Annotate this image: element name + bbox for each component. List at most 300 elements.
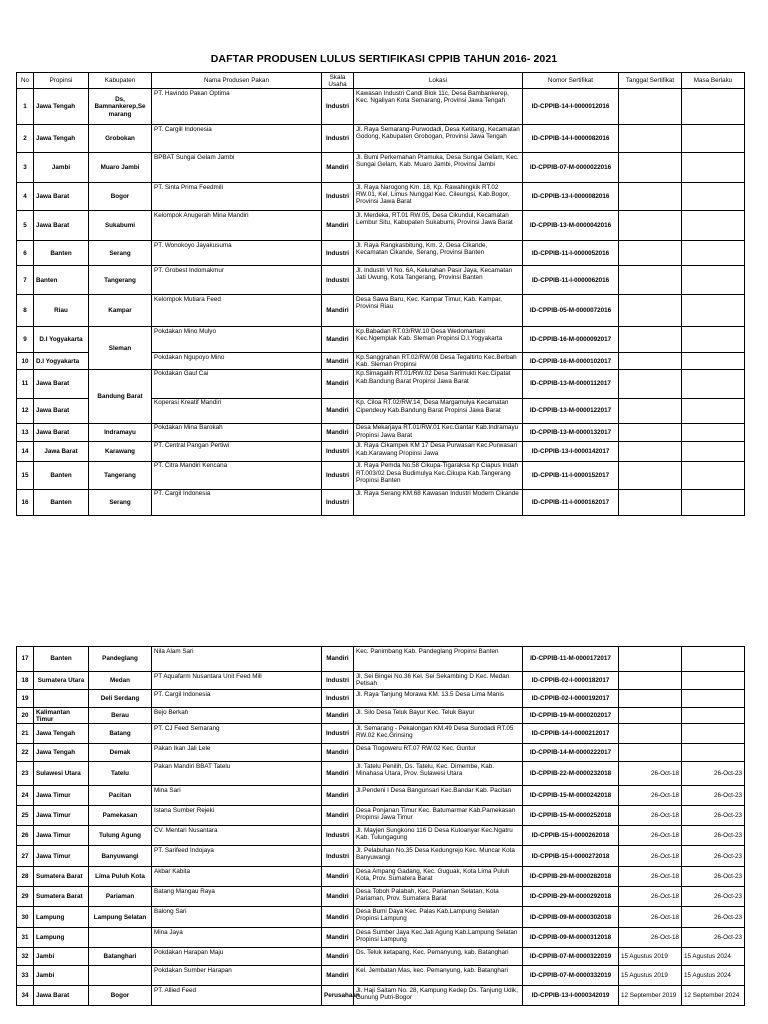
cell-kabupaten: Pariaman xyxy=(89,887,152,907)
cell-no: 7 xyxy=(17,266,34,295)
cell-skala-usaha: Industri xyxy=(322,826,354,846)
cell-no: 29 xyxy=(17,887,34,907)
cell-no: 6 xyxy=(17,241,34,266)
cell-propinsi: Jawa Barat xyxy=(34,423,89,441)
cell-kabupaten: Bogor xyxy=(89,183,152,211)
cell-skala-usaha: Industri xyxy=(322,461,354,489)
cell-propinsi: D.I Yogyakarta xyxy=(34,353,89,369)
table-row xyxy=(17,241,745,266)
table-row xyxy=(17,461,745,489)
cell-nama-produsen: Nila Alam Sari xyxy=(152,647,322,672)
cell-propinsi: Lampung xyxy=(34,928,89,948)
cell-nomor-sertifikat: ID-CPPIB-13-M-0000132017 xyxy=(523,423,619,441)
cell-lokasi: Desa Ponjanan Timur Kec. Batumarmar Kab.Pamekasan Propinsi Jawa Timur xyxy=(354,806,523,826)
table-row xyxy=(17,806,745,826)
cell-skala-usaha: Mandiri xyxy=(322,423,354,441)
cell-nama-produsen: Istana Sumber Rejeki xyxy=(152,806,322,826)
table-row xyxy=(17,928,745,948)
cell-lokasi: Desa Toboh Palabah, Kec. Pariaman Selatan, Kota Pariaman, Prov. Sumatera Barat xyxy=(354,887,523,907)
header-kabupaten: Kabupaten xyxy=(89,73,152,89)
cell-kabupaten: Batang xyxy=(89,724,152,744)
cell-tanggal: 26-Oct-18 xyxy=(619,762,682,786)
cell-masa-berlaku: 15 Agustus 2024 xyxy=(682,948,745,966)
cell-masa-berlaku: 26-Oct-23 xyxy=(682,846,745,867)
cell-nama-produsen: Pakan Ikan Jali Lele xyxy=(152,744,322,762)
cell-masa-berlaku xyxy=(682,744,745,762)
cell-nomor-sertifikat: ID-CPPIB-11-I-0000152017 xyxy=(523,461,619,489)
cell-masa-berlaku xyxy=(682,266,745,295)
cell-propinsi xyxy=(34,690,89,708)
cell-lokasi: Kel. Jembatan Mas, kec. Pemanyung, kab. Batanghari xyxy=(354,966,523,986)
cell-skala-usaha: Mandiri xyxy=(322,806,354,826)
cell-kabupaten: Grobokan xyxy=(89,125,152,153)
cell-nama-produsen: PT. Grobest Indomakmur xyxy=(152,266,322,295)
cell-skala-usaha: Industri xyxy=(322,266,354,295)
cell-masa-berlaku xyxy=(682,295,745,327)
table-row xyxy=(17,266,745,295)
cell-nomor-sertifikat: ID-CPPIB-14-I-0000082016 xyxy=(523,125,619,153)
cell-lokasi: Jl. Raya Cikampek KM 17 Desa Purwasari Kec.Purwasari Kab.Karawang Propinsi Jawa xyxy=(354,441,523,461)
cell-lokasi: Kawasan Industri Candi Blok 11c, Desa Bambankerep, Kec. Ngaliyan Kota Semarang, Provinsi Jawa Tengah xyxy=(354,89,523,125)
cell-skala-usaha: Mandiri xyxy=(322,327,354,353)
cell-tanggal xyxy=(619,353,682,369)
table-row xyxy=(17,441,745,461)
cell-masa-berlaku xyxy=(682,708,745,724)
cell-kabupaten xyxy=(89,966,152,986)
cell-nama-produsen: Pakan Mandiri BBAT Tatelu xyxy=(152,762,322,786)
cell-nama-produsen: Akbar Kabita xyxy=(152,867,322,887)
cell-masa-berlaku: 15 Agustus 2024 xyxy=(682,966,745,986)
cell-nomor-sertifikat: ID-CPPIB-22-M-0000232018 xyxy=(523,762,619,786)
cell-nomor-sertifikat: ID-CPPIB-13-M-0000122017 xyxy=(523,398,619,423)
cell-tanggal: 26-Oct-18 xyxy=(619,887,682,907)
cell-nomor-sertifikat: ID-CPPIB-15-I-0000272018 xyxy=(523,846,619,867)
cell-nama-produsen: Pokdakan Gaul Cai xyxy=(152,369,322,398)
cell-tanggal: 26-Oct-18 xyxy=(619,786,682,806)
cell-tanggal: 15 Agustus 2019 xyxy=(619,966,682,986)
cell-kabupaten: Tangerang xyxy=(89,266,152,295)
cell-masa-berlaku: 26-Oct-23 xyxy=(682,786,745,806)
cell-lokasi: Desa Tlogoweru RT.07 RW.02 Kec. Guntur xyxy=(354,744,523,762)
cell-lokasi: Jl. Raya Semarang-Purwodadi, Desa Ketitang, Kecamatan Godong, Kabupaten Grobogan, Provinsi Jawa Tengah xyxy=(354,125,523,153)
cell-kabupaten: Deli Serdang xyxy=(89,690,152,708)
table-body-page-2 xyxy=(17,647,745,1006)
cell-tanggal xyxy=(619,398,682,423)
cell-nomor-sertifikat: ID-CPPIB-15-M-0000242018 xyxy=(523,786,619,806)
table-row xyxy=(17,672,745,690)
cell-kabupaten: Tulung Agung xyxy=(89,826,152,846)
cell-no: 20 xyxy=(17,708,34,724)
cell-masa-berlaku: 26-Oct-23 xyxy=(682,826,745,846)
cell-tanggal xyxy=(619,672,682,690)
cell-masa-berlaku xyxy=(682,125,745,153)
cell-no: 13 xyxy=(17,423,34,441)
cell-skala-usaha: Mandiri xyxy=(322,928,354,948)
cell-masa-berlaku xyxy=(682,398,745,423)
table-row xyxy=(17,907,745,928)
cell-no: 11 xyxy=(17,369,34,398)
cell-tanggal: 26-Oct-18 xyxy=(619,826,682,846)
table-row xyxy=(17,369,745,398)
cell-nama-produsen: Balong Sari xyxy=(152,907,322,928)
cell-lokasi: Jl. Tatelu Penilih, Ds. Tatelu, Kec. Dimembe, Kab. Minahasa Utara, Prov. Sulawesi Utara xyxy=(354,762,523,786)
cell-propinsi: Riau xyxy=(34,295,89,327)
cell-propinsi: Sumatera Barat xyxy=(34,887,89,907)
cell-nama-produsen: PT. Cargil Indonesia xyxy=(152,690,322,708)
cell-masa-berlaku: 26-Oct-23 xyxy=(682,887,745,907)
cell-nama-produsen: PT. Cargil Indonesia xyxy=(152,489,322,515)
cell-skala-usaha: Mandiri xyxy=(322,948,354,966)
cell-tanggal xyxy=(619,441,682,461)
cell-lokasi: Kec. Panimbang Kab. Pandeglang Propinsi Banten xyxy=(354,647,523,672)
cell-nomor-sertifikat: ID-CPPIB-16-M-0000102017 xyxy=(523,353,619,369)
cell-nama-produsen: PT. Havindo Pakan Optima xyxy=(152,89,322,125)
cell-no: 30 xyxy=(17,907,34,928)
table-row xyxy=(17,489,745,515)
cell-kabupaten: Demak xyxy=(89,744,152,762)
cell-no: 24 xyxy=(17,786,34,806)
cell-nama-produsen: Pokdakan Ngupoyo Mino xyxy=(152,353,322,369)
cell-kabupaten: Medan xyxy=(89,672,152,690)
cell-kabupaten: Tangerang xyxy=(89,461,152,489)
table-body-page-1 xyxy=(17,89,745,515)
cell-no: 2 xyxy=(17,125,34,153)
cell-masa-berlaku xyxy=(682,89,745,125)
cell-nama-produsen: PT. Sarifeed Indojaya xyxy=(152,846,322,867)
cell-lokasi: Jl. Bumi Perkemahan Pramuka, Desa Sungai Gelam, Kec. Sungai Gelam, Kab. Muaro Jambi, Provinsi Jambi xyxy=(354,153,523,183)
table-row xyxy=(17,295,745,327)
cell-tanggal xyxy=(619,266,682,295)
cell-no: 14 xyxy=(17,441,34,461)
table-row xyxy=(17,762,745,786)
cell-skala-usaha: Industri xyxy=(322,724,354,744)
cell-masa-berlaku xyxy=(682,211,745,241)
table-row xyxy=(17,846,745,867)
cell-masa-berlaku: 26-Oct-23 xyxy=(682,907,745,928)
header-no: No xyxy=(17,73,34,89)
cell-skala-usaha: Mandiri xyxy=(322,887,354,907)
cell-skala-usaha: Mandiri xyxy=(322,295,354,327)
cell-skala-usaha: Industri xyxy=(322,125,354,153)
cell-kabupaten: Sleman xyxy=(89,327,152,369)
cell-lokasi: Desa Mekarjaya RT.01/RW.01 Kec.Gantar Kab.Indramayu Propinsi Jawa Barat xyxy=(354,423,523,441)
header-lokasi: Lokasi xyxy=(354,73,523,89)
cell-skala-usaha: Mandiri xyxy=(322,867,354,887)
cell-lokasi: Kp.Simagalih RT.01/RW.02 Desa Sarimukti Kec.Cipatat Kab.Bandung Barat Propinsi Jawa Barat xyxy=(354,369,523,398)
cell-masa-berlaku: 26-Oct-23 xyxy=(682,762,745,786)
cell-kabupaten: Pamekasan xyxy=(89,806,152,826)
cell-propinsi: Lampung xyxy=(34,907,89,928)
cell-kabupaten: Serang xyxy=(89,241,152,266)
cell-no: 18 xyxy=(17,672,34,690)
cell-kabupaten: Berau xyxy=(89,708,152,724)
cell-nomor-sertifikat: ID-CPPIB-07-M-0000022016 xyxy=(523,153,619,183)
table-row xyxy=(17,724,745,744)
cell-tanggal xyxy=(619,125,682,153)
cell-nomor-sertifikat: ID-CPPIB-09-M-0000312018 xyxy=(523,928,619,948)
cell-no: 28 xyxy=(17,867,34,887)
cell-nama-produsen: PT. Cargill Indonesia xyxy=(152,125,322,153)
cell-no: 17 xyxy=(17,647,34,672)
cell-nama-produsen: Mina Jaya xyxy=(152,928,322,948)
cell-nomor-sertifikat: ID-CPPIB-13-M-0000042016 xyxy=(523,211,619,241)
cell-propinsi: Banten xyxy=(34,647,89,672)
cell-no: 25 xyxy=(17,806,34,826)
cell-nomor-sertifikat: ID-CPPIB-29-M-0000282018 xyxy=(523,867,619,887)
header-skala: Skala Usaha xyxy=(322,73,354,89)
header-row xyxy=(17,73,745,89)
cell-nama-produsen: Pokdakan Harapan Maju xyxy=(152,948,322,966)
cell-skala-usaha: Industri xyxy=(322,846,354,867)
cell-skala-usaha: Mandiri xyxy=(322,907,354,928)
cell-propinsi: Banten xyxy=(34,489,89,515)
cell-nomor-sertifikat: ID-CPPIB-11-I-0000062016 xyxy=(523,266,619,295)
cell-nama-produsen: BPBAT Sungai Gelam Jambi xyxy=(152,153,322,183)
cell-nomor-sertifikat: ID-CPPIB-02-I-0000192017 xyxy=(523,690,619,708)
cell-nomor-sertifikat: ID-CPPIB-13-M-0000112017 xyxy=(523,369,619,398)
cell-kabupaten: Batanghari xyxy=(89,948,152,966)
cell-no: 31 xyxy=(17,928,34,948)
cell-propinsi: Jawa Barat xyxy=(34,441,89,461)
cell-kabupaten: Sukabumi xyxy=(89,211,152,241)
cell-nama-produsen: Koperasi Kreatif Mandiri xyxy=(152,398,322,423)
cell-lokasi: Kp. Ciloa RT.02/RW.14, Desa Margamulya Kecamatan Cipendeuy Kab.Bandung Barat Propinsi Jawa Barat xyxy=(354,398,523,423)
cell-lokasi: Desa Sumber Jaya Kec.Jati Agung Kab.Lampung Selatan Propinsi Lampung xyxy=(354,928,523,948)
cell-kabupaten: Banyuwangi xyxy=(89,846,152,867)
cell-tanggal xyxy=(619,708,682,724)
cell-no: 23 xyxy=(17,762,34,786)
cell-skala-usaha: Mandiri xyxy=(322,647,354,672)
cell-kabupaten: Muaro Jambi xyxy=(89,153,152,183)
cell-lokasi: Jl. Pelabuhan No.35 Desa Kedungrejo Kec. Muncar Kota Banyuwangi xyxy=(354,846,523,867)
cell-masa-berlaku xyxy=(682,423,745,441)
cell-tanggal xyxy=(619,461,682,489)
header-masa: Masa Berlaku xyxy=(682,73,745,89)
cell-no: 21 xyxy=(17,724,34,744)
table-row xyxy=(17,786,745,806)
certification-table-page-1 xyxy=(16,72,745,516)
cell-propinsi: Jambi xyxy=(34,948,89,966)
cell-nomor-sertifikat: ID-CPPIB-16-M-0000092017 xyxy=(523,327,619,353)
table-row xyxy=(17,647,745,672)
cell-nomor-sertifikat: ID-CPPIB-19-M-0000202017 xyxy=(523,708,619,724)
cell-tanggal: 12 September 2019 xyxy=(619,986,682,1006)
header-nomor: Nomor Sertifikat xyxy=(523,73,619,89)
cell-propinsi: Banten xyxy=(34,241,89,266)
cell-kabupaten: Bandung Barat xyxy=(89,369,152,423)
table-row xyxy=(17,826,745,846)
cell-masa-berlaku xyxy=(682,489,745,515)
cell-nomor-sertifikat: ID-CPPIB-11-I-0000052016 xyxy=(523,241,619,266)
cell-tanggal xyxy=(619,724,682,744)
cell-skala-usaha: Perusahaan xyxy=(322,986,354,1006)
cell-tanggal xyxy=(619,153,682,183)
table-row xyxy=(17,125,745,153)
table-row xyxy=(17,423,745,441)
cell-nama-produsen: Pokdakan Sumber Harapan xyxy=(152,966,322,986)
cell-lokasi: Jl. Haji Saitam No. 28, Kampung Kedep Ds. Tanjung Udik, Gunung Putri-Bogor xyxy=(354,986,523,1006)
cell-propinsi: D.I Yogyakarta xyxy=(34,327,89,353)
cell-nomor-sertifikat: ID-CPPIB-29-M-0000292018 xyxy=(523,887,619,907)
cell-propinsi: Sulawesi Utara xyxy=(34,762,89,786)
cell-propinsi: Sumatera Utara xyxy=(34,672,89,690)
cell-lokasi: Jl. Silo Desa Teluk Bayur Kec. Teluk Bayur xyxy=(354,708,523,724)
cell-nomor-sertifikat: ID-CPPIB-13-I-0000342019 xyxy=(523,986,619,1006)
cell-nama-produsen: PT. Wonokoyo Jayakusuma xyxy=(152,241,322,266)
cell-no: 8 xyxy=(17,295,34,327)
cell-propinsi: Banten xyxy=(34,266,89,295)
cell-no: 33 xyxy=(17,966,34,986)
cell-propinsi: Jawa Timur xyxy=(34,846,89,867)
cell-nomor-sertifikat: ID-CPPIB-07-M-0000332019 xyxy=(523,966,619,986)
cell-tanggal xyxy=(619,744,682,762)
cell-nama-produsen: Pokdakan Mina Barokah xyxy=(152,423,322,441)
cell-nomor-sertifikat: ID-CPPIB-15-M-0000252018 xyxy=(523,806,619,826)
cell-propinsi: Jawa Timur xyxy=(34,786,89,806)
cell-masa-berlaku xyxy=(682,241,745,266)
cell-nama-produsen: Batang Mangau Raya xyxy=(152,887,322,907)
page-title: DAFTAR PRODUSEN LULUS SERTIFIKASI CPPIB TAHUN 2016- 2021 xyxy=(210,53,558,65)
cell-lokasi: Desa Bumi Daya Kec. Palas Kab.Lampung Selatan Propinsi Lampung xyxy=(354,907,523,928)
cell-nama-produsen: PT. CJ Feed Semarang xyxy=(152,724,322,744)
cell-lokasi: Jl. Raya Pemda No.58 Cikupa-Tigaraksa Kp Ciapus Indah RT.003/02 Desa Budimulya Kec.Cikupa Kab.Tangerang Propinsi Banten xyxy=(354,461,523,489)
cell-nomor-sertifikat: ID-CPPIB-15-I-0000262018 xyxy=(523,826,619,846)
cell-kabupaten: Karawang xyxy=(89,441,152,461)
cell-no: 19 xyxy=(17,690,34,708)
cell-nomor-sertifikat: ID-CPPIB-14-M-0000222017 xyxy=(523,744,619,762)
cell-nomor-sertifikat: ID-CPPIB-11-I-0000162017 xyxy=(523,489,619,515)
cell-skala-usaha: Industri xyxy=(322,690,354,708)
cell-skala-usaha: Industri xyxy=(322,441,354,461)
cell-masa-berlaku xyxy=(682,461,745,489)
cell-nomor-sertifikat: ID-CPPIB-11-M-0000172017 xyxy=(523,647,619,672)
cell-kabupaten: Pandeglang xyxy=(89,647,152,672)
cell-tanggal xyxy=(619,423,682,441)
cell-skala-usaha: Mandiri xyxy=(322,744,354,762)
cell-tanggal: 26-Oct-18 xyxy=(619,907,682,928)
cell-masa-berlaku: 26-Oct-23 xyxy=(682,867,745,887)
table-row xyxy=(17,153,745,183)
cell-masa-berlaku xyxy=(682,672,745,690)
cell-tanggal xyxy=(619,295,682,327)
cell-kabupaten xyxy=(89,928,152,948)
cell-tanggal xyxy=(619,327,682,353)
cell-nama-produsen: Kelompok Anugerah Mina Mandiri xyxy=(152,211,322,241)
cell-no: 10 xyxy=(17,353,34,369)
table-row xyxy=(17,986,745,1006)
cell-tanggal: 26-Oct-18 xyxy=(619,806,682,826)
cell-tanggal xyxy=(619,89,682,125)
table-row xyxy=(17,708,745,724)
cell-lokasi: Jl. Industri VI No. 6A, Kelurahan Pasir Jaya, Kecamatan Jati Uwung, Kota Tangerang, Provinsi Banten xyxy=(354,266,523,295)
cell-no: 9 xyxy=(17,327,34,353)
cell-skala-usaha: Mandiri xyxy=(322,153,354,183)
cell-kabupaten: Bogor xyxy=(89,986,152,1006)
cell-tanggal xyxy=(619,183,682,211)
table-row xyxy=(17,966,745,986)
header-propinsi: Propinsi xyxy=(34,73,89,89)
cell-propinsi: Jawa Barat xyxy=(34,369,89,398)
header-nama: Nama Produsen Pakan xyxy=(152,73,322,89)
cell-tanggal xyxy=(619,211,682,241)
cell-nomor-sertifikat: ID-CPPIB-13-I-0000142017 xyxy=(523,441,619,461)
cell-masa-berlaku xyxy=(682,369,745,398)
cell-no: 4 xyxy=(17,183,34,211)
cell-nama-produsen: PT. Central Pangan Pertiwi xyxy=(152,441,322,461)
cell-kabupaten: Tatelu xyxy=(89,762,152,786)
cell-masa-berlaku xyxy=(682,353,745,369)
cell-tanggal xyxy=(619,369,682,398)
cell-masa-berlaku xyxy=(682,724,745,744)
cell-lokasi: Jl. Raya Tanjung Morawa KM. 13.5 Desa Lima Manis xyxy=(354,690,523,708)
cell-no: 27 xyxy=(17,846,34,867)
cell-propinsi: Jawa Barat xyxy=(34,183,89,211)
cell-skala-usaha: Mandiri xyxy=(322,369,354,398)
table-row xyxy=(17,867,745,887)
table-row xyxy=(17,744,745,762)
cell-nama-produsen: Kelompok Mutiara Feed xyxy=(152,295,322,327)
cell-skala-usaha: Industri xyxy=(322,183,354,211)
header-tanggal: Tanggal Sertifikat xyxy=(619,73,682,89)
cell-nomor-sertifikat: ID-CPPIB-02-I-0000182017 xyxy=(523,672,619,690)
cell-kabupaten: Lima Puluh Kota xyxy=(89,867,152,887)
cell-masa-berlaku: 12 September 2024 xyxy=(682,986,745,1006)
cell-lokasi: Ds. Teluk ketapang, Kec. Pemanyung, kab. Batanghari xyxy=(354,948,523,966)
cell-kabupaten: Indramayu xyxy=(89,423,152,441)
cell-masa-berlaku xyxy=(682,647,745,672)
cell-skala-usaha: Industri xyxy=(322,241,354,266)
cell-propinsi: Jawa Timur xyxy=(34,826,89,846)
cell-lokasi: Jl. Mayjen Sungkono 116 D Desa Kutoanyar Kec.Ngatru Kab. Tulungagung xyxy=(354,826,523,846)
table-row xyxy=(17,211,745,241)
cell-tanggal xyxy=(619,647,682,672)
cell-propinsi: Jawa Tengah xyxy=(34,724,89,744)
cell-masa-berlaku: 26-Oct-23 xyxy=(682,928,745,948)
cell-skala-usaha: Industri xyxy=(322,89,354,125)
cell-lokasi: Jl. Raya Narogong Km. 18, Kp. Rawahingkik RT.02 RW.01, Kel. Limus Nunggal Kec. Cileungsi, Kab.Bogor, Provinsi Jawa Barat xyxy=(354,183,523,211)
cell-no: 26 xyxy=(17,826,34,846)
cell-masa-berlaku xyxy=(682,153,745,183)
cell-lokasi: Kp.Babadan RT.03/RW.10 Desa Wedomartani Kec.Ngemplak Kab. Sleman Propinsi D.I.Yogyakarta xyxy=(354,327,523,353)
cell-nomor-sertifikat: ID-CPPIB-09-M-0000302018 xyxy=(523,907,619,928)
cell-masa-berlaku: 26-Oct-23 xyxy=(682,806,745,826)
cell-lokasi: Kp.Sanggrahan RT.02/RW.08 Desa Tegaltirto Kec.Berbah Kab. Sleman Propinsi xyxy=(354,353,523,369)
cell-nama-produsen: PT. Allied Feed xyxy=(152,986,322,1006)
cell-propinsi: Sumatera Barat xyxy=(34,867,89,887)
table-row xyxy=(17,327,745,353)
cell-no: 12 xyxy=(17,398,34,423)
cell-nama-produsen: PT Aquafarm Nusantara Unit Feed Mill xyxy=(152,672,322,690)
cell-propinsi: Jawa Tengah xyxy=(34,125,89,153)
cell-propinsi: Jambi xyxy=(34,966,89,986)
cell-nomor-sertifikat: ID-CPPIB-07-M-0000322019 xyxy=(523,948,619,966)
cell-kabupaten: Lampung Selatan xyxy=(89,907,152,928)
cell-kabupaten: Pacitan xyxy=(89,786,152,806)
cell-lokasi: Jl. Semarang - Pekalongan KM.49 Desa Surodadi RT.05 RW.02 Kec.Grinsing xyxy=(354,724,523,744)
cell-skala-usaha: Industri xyxy=(322,672,354,690)
cell-no: 1 xyxy=(17,89,34,125)
cell-no: 32 xyxy=(17,948,34,966)
cell-no: 3 xyxy=(17,153,34,183)
cell-lokasi: Jl. Raya Rangkasbitung, Km. 2, Desa Cikande, Kecamatan Cikande, Serang, Provinsi Banten xyxy=(354,241,523,266)
cell-masa-berlaku xyxy=(682,441,745,461)
cell-tanggal: 26-Oct-18 xyxy=(619,846,682,867)
table-row xyxy=(17,89,745,125)
cell-skala-usaha: Mandiri xyxy=(322,353,354,369)
cell-lokasi: Jl.Pendeni I Desa Bangunsari Kec.Bandar Kab. Pacitan xyxy=(354,786,523,806)
certification-table-page-2 xyxy=(16,646,745,1006)
cell-nama-produsen: Mina Sari xyxy=(152,786,322,806)
